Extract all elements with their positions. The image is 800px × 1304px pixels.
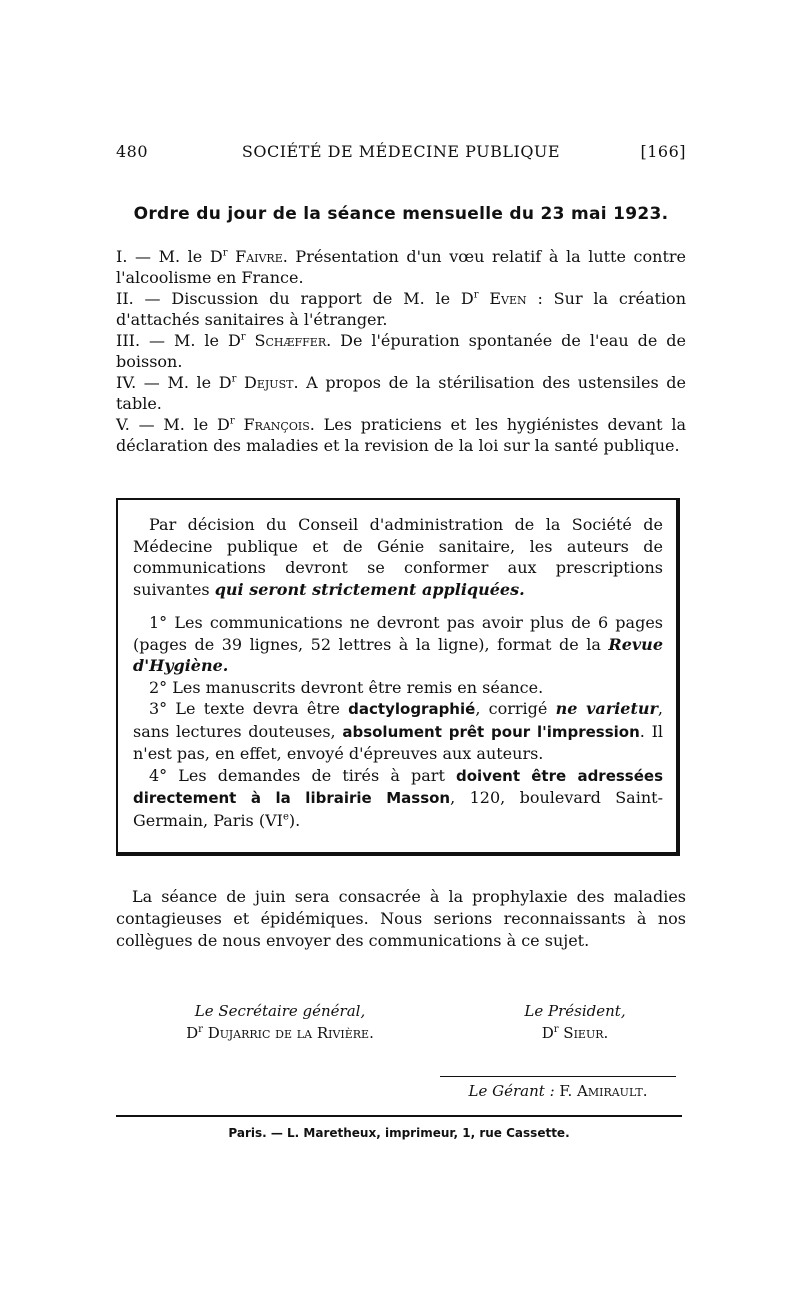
closing-paragraph: La séance de juin sera consacrée à la prophylaxie des maladies contagieuses et épidémiques. Nous serions reconnaissants à nos collègues de nous envoyer des communications à ce sujet.: [116, 887, 686, 950]
speaker-name: Schæffer: [254, 331, 327, 350]
signature-president: [500, 1000, 650, 1044]
signature-role: Le Secrétaire général,: [194, 1002, 366, 1020]
footer-rule: [116, 1115, 682, 1117]
gerant-line: Le Gérant : F. Amirault.: [468, 1082, 648, 1100]
signature-name: $D^r$ Dujarric de la Rivière.: [186, 1024, 374, 1042]
notice-box: [116, 498, 680, 856]
signature-secretary: [150, 1000, 410, 1044]
agenda-list: [116, 246, 686, 456]
page-number: 480: [116, 142, 149, 161]
running-title: SOCIÉTÉ DE MÉDECINE PUBLIQUE: [241, 142, 561, 161]
notice-rule-3: 3° Le texte devra être dactylographié, corrigé ne varietur, sans lectures douteuses, absolument prêt pour l'impression. Il n'est pas, en effet, envoyé d'épreuves aux auteurs.: [133, 699, 663, 763]
notice-rule-1: 1° Les communications ne devront pas avoir plus de 6 pages (pages de 39 lignes, 52 lettres à la ligne), format de la Revue d'Hygiène.: [133, 613, 663, 675]
agenda-item: V. — M. le $D^r$ François. Les praticiens et les hygiénistes devant la déclaration des maladies et la revision de la loi sur la santé publique.: [116, 415, 686, 455]
speaker-name: Even: [489, 289, 527, 308]
printer-imprint: Paris. — L. Maretheux, imprimeur, 1, rue Cassette.: [228, 1126, 570, 1140]
running-head: [116, 142, 686, 164]
speaker-name: Faivre: [235, 247, 283, 266]
agenda-title: Ordre du jour de la séance mensuelle du 23 mai 1923.: [133, 204, 669, 224]
notice-rule-2: 2° Les manuscrits devront être remis en séance.: [149, 677, 544, 697]
page-reference: [166]: [640, 142, 686, 161]
agenda-item: IV. — M. le $D^r$ Dejust. A propos de la stérilisation des ustensiles de table.: [116, 373, 687, 413]
speaker-name: Dejust: [244, 373, 294, 392]
gerant-rule: [440, 1076, 676, 1077]
speaker-name: François: [243, 415, 310, 434]
agenda-item: I. — M. le $D^r$ Faivre. Présentation d'un vœu relatif à la lutte contre l'alcoolisme en France.: [116, 247, 687, 287]
agenda-item: III. — M. le $D^r$ Schæffer. De l'épuration spontanée de l'eau de de boisson.: [116, 331, 687, 371]
notice-intro: Par décision du Conseil d'administration de la Société de Médecine publique et de Génie sanitaire, les auteurs de communications devront se conformer aux prescriptions suivantes qui seront strictement appliquées.: [133, 515, 663, 599]
signature-role: Le Président,: [524, 1002, 626, 1020]
agenda-item: II. — Discussion du rapport de M. le $D^r$ Even : Sur la création d'attachés sanitaires à l'étranger.: [116, 289, 686, 329]
signature-name: $D^r$ Sieur.: [541, 1024, 609, 1042]
notice-rule-4: 4° Les demandes de tirés à part doivent être adressées directement à la librairie Masson, 120, boulevard Saint-Germain, Paris (VIe).: [133, 765, 664, 830]
